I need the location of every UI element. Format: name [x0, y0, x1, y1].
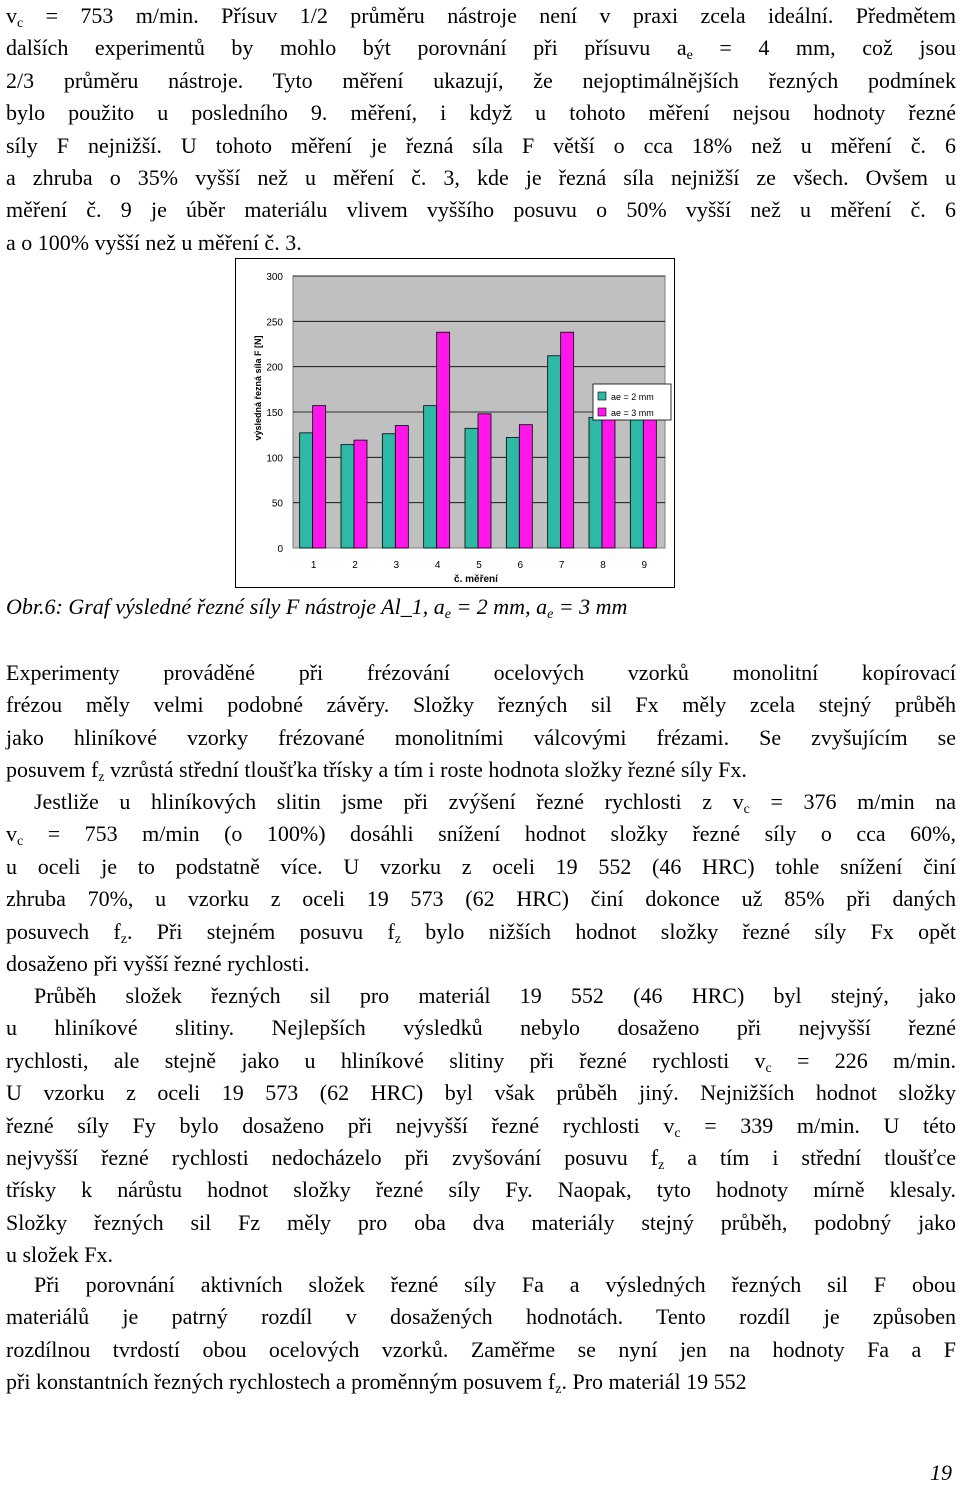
- text-run: a tím i střední tloušťce: [664, 1145, 956, 1171]
- text-run: . Pro materiál 19 552: [561, 1369, 747, 1395]
- bar-2-9: [643, 409, 656, 548]
- x-tick-label: 6: [517, 560, 524, 571]
- text-run: . Při stejném posuvu f: [126, 918, 395, 944]
- text-run: nejvyšší řezné rychlosti nedocházelo při zvyšování posuvu f: [6, 1145, 659, 1171]
- figure-caption: [6, 594, 627, 620]
- text-run: materiálů je patrný rozdíl v dosažených hodnotách. Tento rozdíl je způsoben: [6, 1304, 956, 1330]
- text-run: měření č. 9 je úběr materiálu vlivem vyššího posuvu o 50% vyšší než u měření č. 6: [6, 197, 956, 223]
- text-run: rychlosti, ale stejně jako u hliníkové slitiny při řezné rychlosti v: [6, 1047, 766, 1073]
- text-line: [6, 818, 956, 850]
- text-line: [6, 1045, 956, 1077]
- bar-1-2: [341, 445, 354, 548]
- text-line: [6, 1142, 956, 1174]
- text-run: = 4 mm, což jsou: [692, 35, 957, 61]
- text-run: a o 100% vyšší než u měření č. 3.: [6, 229, 302, 255]
- text-run: 2/3 průměru nástroje. Tyto měření ukazují, že nejoptimálnějších řezných podmínek: [6, 67, 956, 93]
- text-line: [6, 1012, 956, 1044]
- x-tick-label: 8: [600, 560, 606, 571]
- paragraph-1: [6, 657, 956, 787]
- text-line: [6, 786, 956, 818]
- bar-2-6: [519, 425, 532, 548]
- text-run: Složky řezných sil Fz měly pro oba dva materiály stejný průběh, podobný jako: [6, 1209, 956, 1235]
- x-tick-label: 1: [310, 560, 317, 571]
- text-run: = 339 m/min. U této: [680, 1112, 956, 1138]
- text-run: = 226 m/min.: [771, 1047, 956, 1073]
- bar-1-7: [548, 356, 561, 548]
- intro-paragraph: [6, 0, 956, 259]
- text-line: [6, 1301, 956, 1333]
- text-line: [6, 1366, 956, 1398]
- text-line: [6, 1077, 956, 1109]
- bar-1-6: [506, 437, 519, 548]
- text-run: posuvem f: [6, 757, 99, 783]
- x-tick-label: 7: [558, 560, 565, 571]
- bar-2-3: [395, 426, 408, 548]
- bar-2-4: [437, 332, 450, 548]
- text-run: U vzorku z oceli 19 573 (62 HRC) byl však průběh jiný. Nejnižších hodnot složky: [6, 1080, 956, 1106]
- text-run: bylo použito u posledního 9. měření, i když u tohoto měření nejsou hodnoty řezné: [6, 100, 956, 126]
- text-run: řezné síly Fy bylo dosaženo při nejvyšší řezné rychlosti v: [6, 1112, 675, 1138]
- text-line: [6, 657, 956, 689]
- paragraph-4: [6, 1269, 956, 1399]
- text-run: Průběh složek řezných sil pro materiál 19 552 (46 HRC) byl stejný, jako: [34, 983, 956, 1008]
- text-run: síly F nejnižší. U tohoto měření je řezná síla F větší o cca 18% než u měření č. 6: [6, 132, 956, 158]
- text-line: [6, 851, 956, 883]
- text-line: [6, 1110, 956, 1142]
- text-line: [6, 1239, 956, 1271]
- text-line: [6, 32, 956, 64]
- y-tick-label: 50: [271, 498, 283, 510]
- text-line: [6, 0, 956, 32]
- bar-2-8: [602, 412, 615, 548]
- text-line: [6, 980, 956, 1012]
- subscript: c: [674, 1125, 681, 1141]
- text-run: posuvech f: [6, 918, 121, 944]
- bar-2-5: [478, 414, 491, 548]
- text-line: [6, 1334, 956, 1366]
- subscript: c: [765, 1060, 772, 1076]
- subscript: c: [743, 802, 750, 817]
- text-line: [6, 916, 956, 948]
- subscript: e: [444, 607, 451, 622]
- text-line: [6, 722, 956, 754]
- text-line: [6, 97, 956, 129]
- paragraph-3: [6, 980, 956, 1272]
- bar-1-4: [424, 406, 437, 548]
- text-line: [6, 1207, 956, 1239]
- text-run: třísky k nárůstu hodnot složky řezné síly Fy. Naopak, tyto hodnoty mírně klesaly.: [6, 1177, 956, 1203]
- text-line: [6, 227, 956, 259]
- x-tick-label: 9: [641, 560, 648, 571]
- subscript: c: [17, 834, 24, 850]
- text-run: rozdílnou tvrdostí obou ocelových vzorků. Zaměřme se nyní jen na hodnoty Fa a F: [6, 1336, 956, 1362]
- y-axis-title: výsledná řezná síla F [N]: [253, 335, 263, 441]
- text-run: frézou měly velmi podobné závěry. Složky řezných sil Fx měly zcela stejný průběh: [6, 692, 956, 718]
- legend-label: ae = 2 mm: [611, 392, 654, 402]
- text-run: = 2 mm, a: [450, 594, 548, 619]
- text-line: [6, 162, 956, 194]
- bar-1-5: [465, 428, 478, 548]
- text-run: v: [6, 821, 17, 847]
- y-tick-label: 150: [266, 408, 283, 419]
- page-number: 19: [930, 1460, 952, 1485]
- text-run: vzrůstá střední tloušťka třísky a tím i roste hodnota složky řezné síly Fx.: [104, 757, 747, 783]
- y-tick-label: 0: [277, 544, 283, 555]
- text-line: [6, 1174, 956, 1206]
- subscript: z: [120, 931, 127, 947]
- text-line: [6, 194, 956, 226]
- text-run: Obr.6: Graf výsledné řezné síly F nástroje Al_1, a: [6, 594, 445, 619]
- y-tick-label: 200: [266, 362, 283, 374]
- text-run: Experimenty prováděné při frézování ocelových vzorků monolitní kopírovací: [6, 660, 956, 685]
- bar-2-1: [313, 406, 326, 548]
- text-run: = 753 m/min. Přísuv 1/2 průměru nástroje není v praxi zcela ideální. Předmětem: [23, 3, 956, 28]
- text-run: zhruba 70%, u vzorku z oceli 19 573 (62 HRC) činí dokonce už 85% při daných: [6, 886, 956, 912]
- text-run: dalších experimentů by mohlo být porovnání při přísuvu a: [6, 35, 687, 61]
- subscript: z: [555, 1382, 562, 1398]
- text-run: Při porovnání aktivních složek řezné síly Fa a výsledných řezných sil F obou: [34, 1272, 956, 1297]
- subscript: z: [394, 931, 401, 947]
- legend-label: ae = 3 mm: [611, 408, 654, 418]
- text-run: u oceli je to podstatně více. U vzorku z oceli 19 552 (46 HRC) tohle snížení činí: [6, 853, 956, 879]
- text-run: = 3 mm: [553, 594, 628, 619]
- x-tick-label: 5: [476, 560, 482, 571]
- bar-2-2: [354, 440, 367, 548]
- x-axis-title: č. měření: [454, 574, 498, 585]
- bar-1-3: [382, 434, 395, 548]
- text-line: [6, 948, 956, 980]
- text-run: u složek Fx.: [6, 1242, 113, 1268]
- text-run: a zhruba o 35% vyšší než u měření č. 3, kde je řezná síla nejnižší ze všech. Ovšem u: [6, 165, 956, 191]
- x-tick-label: 3: [393, 560, 400, 571]
- subscript: z: [98, 770, 105, 786]
- subscript: z: [658, 1158, 665, 1174]
- bar-1-8: [589, 417, 602, 548]
- legend-swatch: [598, 408, 606, 416]
- text-run: u hliníkové slitiny. Nejlepších výsledků nebylo dosaženo při nejvyšší řezné: [6, 1015, 956, 1041]
- subscript: e: [686, 48, 693, 64]
- text-line: [6, 1269, 956, 1301]
- text-run: dosaženo při vyšší řezné rychlosti.: [6, 951, 310, 977]
- bar-2-7: [561, 332, 574, 548]
- x-tick-label: 4: [434, 560, 441, 571]
- text-run: = 753 m/min (o 100%) dosáhli snížení hodnot složky řezné síly o cca 60%,: [23, 821, 956, 847]
- text-line: [6, 754, 956, 786]
- text-line: [6, 130, 956, 162]
- text-run: jako hliníkové vzorky frézované monolitními válcovými frézami. Se zvyšujícím se: [6, 724, 956, 750]
- y-tick-label: 250: [266, 317, 283, 329]
- y-tick-label: 300: [266, 272, 283, 283]
- paragraph-2: [6, 786, 956, 980]
- text-line: [6, 689, 956, 721]
- subscript: e: [547, 607, 554, 622]
- subscript: c: [17, 16, 24, 31]
- cutting-force-bar-chart: [235, 258, 675, 588]
- bar-1-9: [630, 416, 643, 548]
- text-run: = 376 m/min na: [749, 789, 957, 814]
- legend-swatch: [598, 392, 606, 400]
- text-run: Jestliže u hliníkových slitin jsme při zvýšení řezné rychlosti z v: [34, 789, 744, 814]
- text-run: v: [6, 3, 17, 28]
- text-line: [6, 65, 956, 97]
- y-tick-label: 100: [266, 453, 283, 465]
- text-run: při konstantních řezných rychlostech a proměnným posuvem f: [6, 1369, 556, 1395]
- bar-1-1: [300, 433, 313, 548]
- x-tick-label: 2: [352, 560, 358, 571]
- text-line: [6, 883, 956, 915]
- text-run: bylo nižších hodnot složky řezné síly Fx opět: [400, 918, 956, 944]
